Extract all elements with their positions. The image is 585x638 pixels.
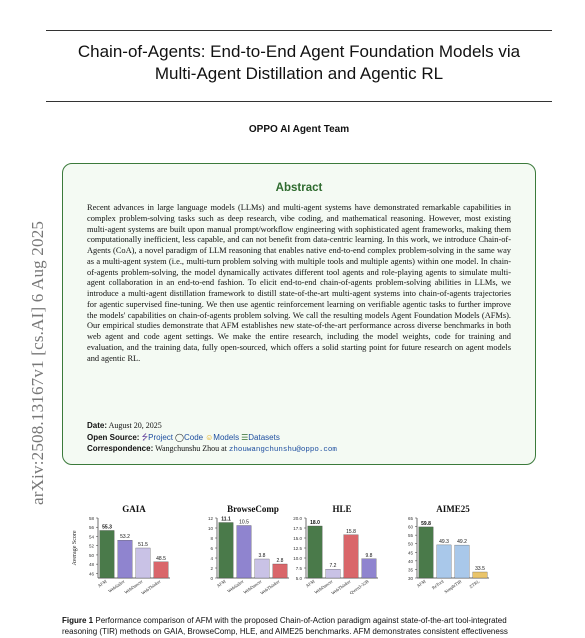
y-tick-label: 4 xyxy=(210,556,213,561)
bar xyxy=(118,540,132,578)
correspondence-email[interactable]: zhouwangchunshu@oppo.com xyxy=(228,446,337,454)
bar xyxy=(255,559,269,578)
y-tick-label: 30 xyxy=(407,576,413,581)
code-link[interactable]: Code xyxy=(183,432,204,442)
x-tick-label: WebDancer xyxy=(242,578,263,595)
figure-caption xyxy=(62,616,542,637)
x-tick-label: WebDancer xyxy=(123,578,144,595)
bar xyxy=(326,569,340,578)
project-link[interactable]: Project xyxy=(148,432,174,442)
chart-title: AIME25 xyxy=(436,504,470,514)
x-tick-label: WebThinker xyxy=(259,578,281,596)
x-tick-label: WebSailor xyxy=(107,578,126,594)
title-rule-bottom xyxy=(46,101,552,102)
y-tick-label: 15.0 xyxy=(293,536,302,541)
y-tick-label: 7.5 xyxy=(295,566,302,571)
arxiv-sidebar-stamp: arXiv:2508.13167v1 [cs.AI] 6 Aug 2025 xyxy=(28,220,47,505)
bar-data-label: 9.8 xyxy=(365,552,373,559)
y-tick-label: 50 xyxy=(88,552,94,558)
bar xyxy=(273,564,287,578)
bar xyxy=(219,523,233,579)
y-tick-label: 20.0 xyxy=(293,516,302,521)
bar xyxy=(100,530,114,578)
bar xyxy=(437,545,451,578)
x-tick-label: AFM xyxy=(415,578,427,589)
y-tick-label: 35 xyxy=(407,567,413,573)
title-line-2: Multi-Agent Distillation and Agentic RL xyxy=(154,64,444,83)
chart-title: HLE xyxy=(332,504,352,514)
bar xyxy=(308,526,322,578)
x-tick-label: ReTool xyxy=(430,578,445,591)
y-tick-label: 10.0 xyxy=(293,556,302,561)
y-tick-label: 52 xyxy=(88,543,94,549)
y-tick-label: 50 xyxy=(407,541,413,547)
x-tick-label: AFM xyxy=(304,578,316,589)
y-tick-label: 60 xyxy=(407,524,413,530)
y-tick-label: 48 xyxy=(88,562,94,568)
y-tick-label: 17.5 xyxy=(293,526,302,531)
y-tick-label: 46 xyxy=(88,571,94,577)
abstract-body: Recent advances in large language models (LLMs) and multi-agent systems have demonstrated remarkable capabilities in complex problem-solving tasks such as deep research, vibe coding, and mathematical reasoning. However, most existing multi-agent systems are built upon manual prompt/workflow engineering with sophisticated agent frameworks, making them computationally inefficient, less capable, and can not benefit from data-centric learning. In this work, we introduce Chain-of-Agents (CoA), a novel paradigm of LLM reasoning that enables native end-to-end complex problem-solving in the same way as a multi-agent system (i.e., multi-turn problem solving with multiple tools and multiple agents) within one model. In chain-of-agents problem-solving, the model dynamically activates different tool agents and role-playing agents to simulate multi-agent collaboration in an end-to-end fashion. To elicit end-to-end chain-of-agents problem-solving abilities in LLMs, we introduce a multi-agent distillation framework to distill state-of-the-art multi-agent systems into chain-of-agents trajectories for agentic supervised fine-tuning. We then use agentic reinforcement learning on verifiable agentic tasks to further improve the models' capabilities on chain-of-agents problem solving. We call the resulting models Agent Foundation Models (AFMs). Our empirical studies demonstrate that AFM establishes new state-of-the-art performance across diverse benchmarks in both web agent and code agent settings. We make the entire research, including the model weights, code for training and evaluation, and the training data, fully open-sourced, which offers a solid starting point for future research on agent models and agentic RL. xyxy=(87,203,511,363)
open-source-label: Open Source: xyxy=(87,432,140,442)
bar-data-label: 49.3 xyxy=(439,538,449,545)
y-tick-label: 5.0 xyxy=(295,576,302,581)
title-line-1: Chain-of-Agents: End-to-End Agent Foundation Models via xyxy=(77,42,521,61)
date-label: Date: xyxy=(87,421,108,430)
x-tick-label: WebThinker xyxy=(330,578,352,596)
figure-1-charts xyxy=(60,500,560,605)
correspondence-label: Correspondence: xyxy=(87,444,154,453)
caption-label: Figure 1 xyxy=(62,616,94,625)
bar-data-label: 18.0 xyxy=(310,520,320,526)
y-tick-label: 56 xyxy=(88,525,94,531)
database-icon: ☰ xyxy=(241,432,249,442)
x-tick-label: ZTRL xyxy=(468,578,481,590)
abstract-heading: Abstract xyxy=(275,182,323,194)
bar xyxy=(419,527,433,578)
y-tick-label: 58 xyxy=(88,516,94,521)
bar-data-label: 55.3 xyxy=(102,524,112,531)
open-source-row xyxy=(87,432,511,444)
y-tick-label: 40 xyxy=(407,558,413,564)
bar-data-label: 2.8 xyxy=(276,558,284,564)
bar-data-label: 51.5 xyxy=(138,542,148,548)
y-tick-label: 12 xyxy=(207,516,213,521)
y-tick-label: 54 xyxy=(88,534,94,540)
date-value: August 20, 2025 xyxy=(108,421,162,430)
x-tick-label: SimpleTIR xyxy=(443,578,463,595)
x-tick-label: WebSailor xyxy=(226,578,245,594)
paper-title xyxy=(46,41,552,85)
x-tick-label: AFM xyxy=(96,578,108,589)
bar xyxy=(362,559,376,578)
y-tick-label: 10 xyxy=(207,526,213,531)
bar-data-label: 7.2 xyxy=(329,563,337,570)
datasets-link[interactable]: Datasets xyxy=(248,432,280,442)
bar xyxy=(154,562,168,578)
bar-data-label: 48.5 xyxy=(156,555,166,562)
y-tick-label: 2 xyxy=(210,566,213,571)
y-tick-label: 45 xyxy=(407,550,413,556)
abstract-metadata xyxy=(87,420,511,457)
caption-text: Performance comparison of AFM with the proposed Chain-of-Action paradigm against state-of-the-art tool-integrated reasoning (TIR) methods on GAIA, BrowseComp, HLE, and AIME25 benchmarks. AFM demonstrates consistent effectiveness xyxy=(62,616,508,636)
author-line: OPPO AI Agent Team xyxy=(248,124,350,135)
x-tick-label: WebDancer xyxy=(313,578,334,595)
models-link[interactable]: Models xyxy=(213,432,240,442)
title-rule-top xyxy=(46,30,552,31)
bar xyxy=(344,535,358,578)
x-tick-label: Qwen3-32B xyxy=(348,578,370,596)
abstract-box xyxy=(62,163,536,465)
chart-title: BrowseComp xyxy=(227,504,279,514)
bar-data-label: 15.8 xyxy=(346,528,356,535)
github-icon: ◯ xyxy=(175,432,184,442)
x-tick-label: AFM xyxy=(215,578,227,589)
huggingface-icon: ☺ xyxy=(205,432,214,442)
bar-data-label: 3.8 xyxy=(258,553,266,559)
bar-data-label: 10.5 xyxy=(239,519,249,526)
bar-data-label: 11.1 xyxy=(221,516,231,523)
bar xyxy=(473,572,487,578)
y-axis-label: Average Score xyxy=(72,530,78,566)
project-icon: ⭍ xyxy=(141,432,149,442)
bar-data-label: 49.2 xyxy=(457,539,467,546)
y-tick-label: 65 xyxy=(407,516,413,521)
bar-data-label: 53.2 xyxy=(120,534,130,541)
y-tick-label: 12.5 xyxy=(293,546,302,551)
y-tick-label: 0 xyxy=(210,576,213,581)
chart-title: GAIA xyxy=(122,504,146,514)
bar xyxy=(455,545,469,578)
bar xyxy=(237,526,251,579)
bar-data-label: 33.5 xyxy=(475,566,485,572)
y-tick-label: 6 xyxy=(210,546,213,551)
correspondence-name: Wangchunshu Zhou at xyxy=(155,444,227,453)
correspondence-row xyxy=(87,443,511,457)
x-tick-label: WebThinker xyxy=(140,578,162,596)
bar-data-label: 59.8 xyxy=(421,520,431,527)
y-tick-label: 8 xyxy=(210,536,213,541)
y-tick-label: 55 xyxy=(407,533,413,539)
date-row xyxy=(87,420,511,432)
bar xyxy=(136,548,150,578)
